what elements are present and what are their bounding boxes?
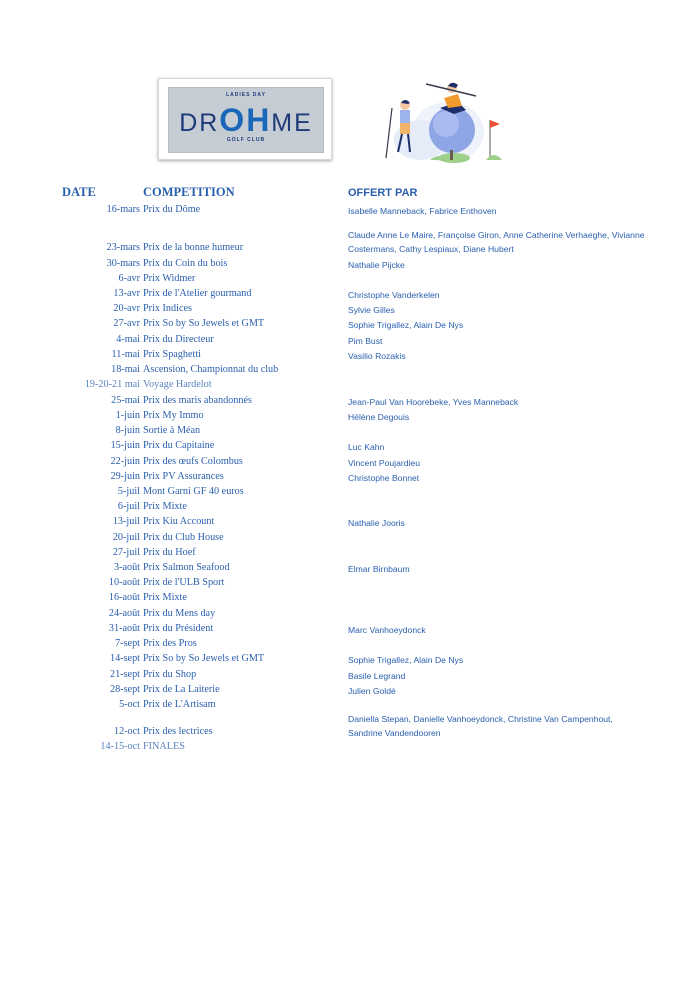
table-row	[0, 547, 700, 561]
logo-main-pre: DR	[179, 109, 220, 137]
logo-wordmark	[169, 102, 323, 139]
row-date: 20-avr	[113, 303, 140, 314]
row-offert-par: Sophie Trigallez, Alain De Nys	[348, 655, 464, 665]
row-competition: Prix PV Assurances	[143, 471, 224, 482]
row-competition: Prix des lectrices	[143, 726, 213, 737]
row-competition: Prix Mixte	[143, 592, 187, 603]
table-row	[0, 486, 700, 500]
table-row	[0, 379, 700, 393]
row-date: 21-sept	[110, 669, 140, 680]
row-competition: Prix de l'Atelier gourmand	[143, 288, 252, 299]
row-date: 5-juil	[117, 486, 140, 497]
row-competition: Prix du Mens day	[143, 608, 216, 619]
table-row	[0, 410, 700, 424]
table-row	[0, 273, 700, 287]
table-row	[0, 364, 700, 378]
row-competition: Prix Mixte	[143, 501, 187, 512]
row-date: 14-15-oct	[100, 741, 140, 752]
row-date: 30-mars	[106, 258, 140, 269]
table-row	[0, 699, 700, 713]
date-header: DATE	[62, 185, 96, 199]
row-competition: Prix Salmon Seafood	[143, 562, 230, 573]
row-competition: Prix de l'ULB Sport	[143, 577, 225, 588]
row-date: 6-avr	[118, 273, 140, 284]
row-offert-par: Claude Anne Le Maire, Françoise Giron, Anne Catherine Verhaeghe, Vivianne Costermans, Cathy Lespiaux, Diane Hubert	[348, 230, 645, 254]
row-competition: Prix du Directeur	[143, 334, 214, 345]
row-offert-par: Marc Vanhoeydonck	[348, 625, 426, 635]
row-offert-par: Pim Bust	[348, 336, 383, 346]
row-competition: Prix du Coin du bois	[143, 258, 228, 269]
logo-plate	[168, 87, 324, 153]
table-row	[0, 623, 700, 637]
row-offert-par: Nathalie Pijcke	[348, 260, 405, 270]
table-row	[0, 562, 700, 576]
row-offert-par: Christophe Vanderkelen	[348, 290, 440, 300]
row-date: 5-oct	[119, 699, 140, 710]
row-offert-par: Basile Legrand	[348, 671, 406, 681]
row-competition: Prix So by So Jewels et GMT	[143, 653, 265, 664]
row-date: 24-août	[108, 608, 140, 619]
row-date: 11-mai	[111, 349, 140, 360]
row-competition: Prix Widmer	[143, 273, 196, 284]
row-date: 1-juin	[115, 410, 140, 421]
row-offert-par: Daniella Stepan, Danielle Vanhoeydonck, Christine Van Campenhout, Sandrine Vandendooren	[348, 714, 613, 738]
row-offert-par: Isabelle Manneback, Fabrice Enthoven	[348, 206, 497, 216]
table-row	[0, 684, 700, 698]
row-offert-par: Sylvie Gilles	[348, 305, 395, 315]
row-competition: Prix du Capitaine	[143, 440, 215, 451]
row-competition: Prix de La Laiterie	[143, 684, 220, 695]
row-competition: Voyage Hardelot	[143, 379, 212, 390]
row-offert-par: Christophe Bonnet	[348, 473, 420, 483]
row-date: 4-mai	[116, 334, 140, 345]
row-date: 12-oct	[113, 726, 140, 737]
table-row	[0, 669, 700, 683]
row-date: 7-sept	[115, 638, 140, 649]
table-row	[0, 714, 700, 740]
row-offert-par: Hélène Degouis	[348, 412, 410, 422]
row-competition: Prix Kiu Account	[143, 516, 215, 527]
row-date: 13-juil	[112, 516, 140, 527]
table-row	[0, 258, 700, 272]
row-competition: Prix de la bonne humeur	[143, 242, 244, 253]
logo-top-text: LADIES DAY	[226, 92, 266, 98]
row-date: 3-août	[113, 562, 140, 573]
table-row	[0, 532, 700, 546]
row-competition: Prix des Pros	[143, 638, 197, 649]
row-offert-par: Jean-Paul Van Hoorebeke, Yves Manneback	[348, 397, 519, 407]
row-date: 19-20-21 mai	[84, 379, 140, 390]
row-date: 16-août	[108, 592, 140, 603]
row-date: 6-juil	[117, 501, 140, 512]
table-row	[0, 303, 700, 317]
golf-illustration	[370, 70, 540, 165]
row-date: 23-mars	[106, 242, 140, 253]
row-date: 16-mars	[106, 204, 140, 215]
table-row	[0, 653, 700, 667]
table-row	[0, 288, 700, 302]
row-competition: Prix du Hoef	[143, 547, 196, 558]
row-competition: Sortie à Méan	[143, 425, 201, 436]
table-row	[0, 425, 700, 439]
row-offert-par: Julien Goldé	[348, 686, 396, 696]
table-row	[0, 638, 700, 652]
row-date: 25-mai	[111, 395, 140, 406]
row-competition: FINALES	[143, 741, 185, 752]
row-offert-par: Luc Kahn	[348, 442, 385, 452]
row-date: 20-juil	[112, 532, 140, 543]
row-competition: Prix So by So Jewels et GMT	[143, 318, 265, 329]
row-date: 18-mai	[111, 364, 140, 375]
table-row	[0, 516, 700, 530]
row-competition: Prix My Immo	[143, 410, 204, 421]
row-date: 13-avr	[113, 288, 140, 299]
row-offert-par: Nathalie Jooris	[348, 518, 405, 528]
row-competition: Prix Indices	[143, 303, 192, 314]
row-competition: Mont Garni GF 40 euros	[143, 486, 244, 497]
row-offert-par: Vasilio Rozakis	[348, 351, 406, 361]
table-row	[0, 501, 700, 515]
row-offert-par: Vincent Poujardieu	[348, 458, 420, 468]
logo-bottom-text: GOLF CLUB	[226, 137, 266, 143]
row-competition: Prix des maris abandonnés	[143, 395, 252, 406]
table-row	[0, 608, 700, 622]
table-row	[0, 456, 700, 470]
table-row	[0, 440, 700, 454]
row-competition: Prix du Club House	[143, 532, 224, 543]
logo-main-mid: OH	[219, 102, 272, 138]
club-logo	[158, 78, 332, 160]
offert-header: OFFERT PAR	[348, 187, 418, 199]
row-competition: Prix du Shop	[143, 669, 197, 680]
row-date: 31-août	[108, 623, 140, 634]
row-date: 29-juin	[110, 471, 140, 482]
row-date: 22-juin	[110, 456, 140, 467]
row-competition: Ascension, Championnat du club	[143, 364, 279, 375]
table-row	[0, 349, 700, 363]
row-competition: Prix de L'Artisam	[143, 699, 216, 710]
row-offert-par: Sophie Trigallez, Alain De Nys	[348, 320, 464, 330]
row-date: 8-juin	[115, 425, 140, 436]
row-date: 27-juil	[112, 547, 140, 558]
table-row	[0, 395, 700, 409]
table-row	[0, 592, 700, 606]
row-competition: Prix Spaghetti	[143, 349, 202, 360]
row-date: 27-avr	[113, 318, 140, 329]
table-row	[0, 318, 700, 332]
row-date: 28-sept	[110, 684, 140, 695]
table-row	[0, 204, 700, 218]
row-date: 14-sept	[110, 653, 140, 664]
table-row	[0, 230, 700, 256]
row-competition: Prix des œufs Colombus	[143, 456, 243, 467]
row-competition: Prix du Dôme	[143, 204, 201, 215]
row-date: 10-août	[108, 577, 140, 588]
table-row	[0, 334, 700, 348]
competition-header: COMPETITION	[143, 185, 235, 199]
logo-main-post: ME	[271, 109, 313, 137]
table-row	[0, 577, 700, 591]
row-date: 15-juin	[110, 440, 140, 451]
row-competition: Prix du Président	[143, 623, 214, 634]
table-row	[0, 741, 700, 755]
row-offert-par: Elmar Birnbaum	[348, 564, 410, 574]
table-row	[0, 471, 700, 485]
